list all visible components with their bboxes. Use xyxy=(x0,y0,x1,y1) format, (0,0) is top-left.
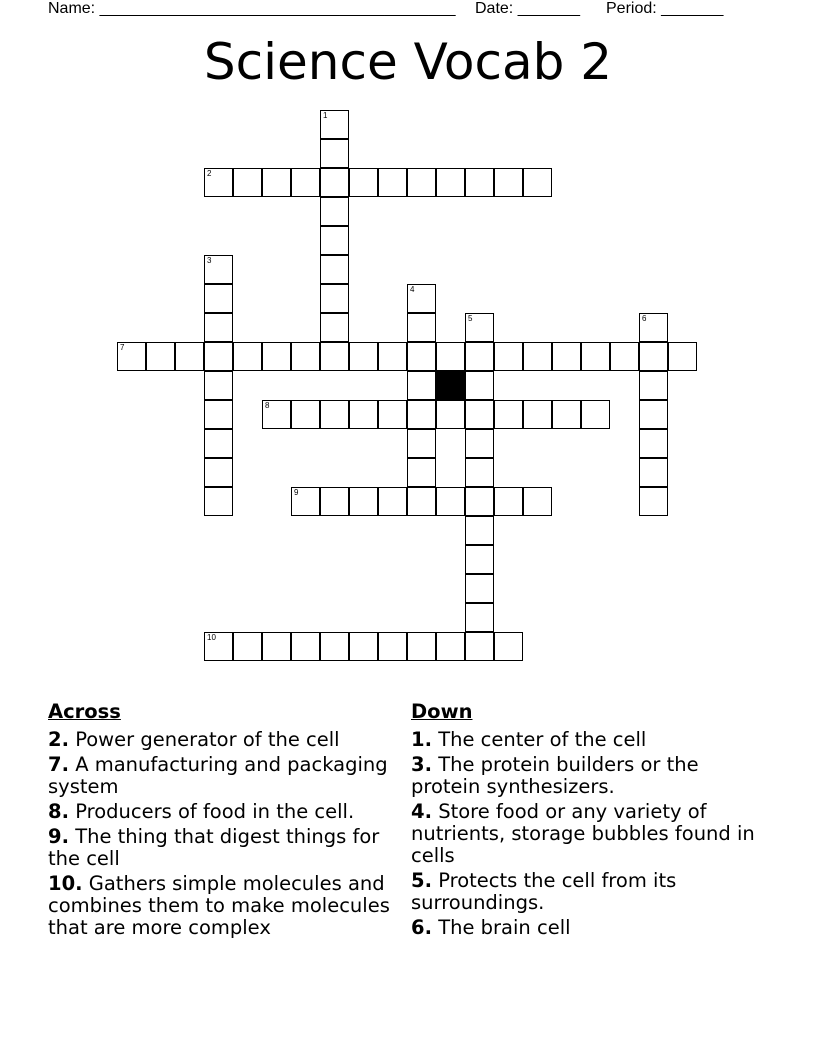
grid-cell[interactable] xyxy=(494,342,523,371)
clue-number-label: 8 xyxy=(265,401,270,410)
grid-cell[interactable] xyxy=(204,400,233,429)
across-clue xyxy=(48,873,403,939)
clue-number-label: 1 xyxy=(323,111,328,120)
grid-cell[interactable] xyxy=(639,371,668,400)
period-field: Period: _______ xyxy=(606,0,724,17)
grid-cell[interactable] xyxy=(146,342,175,371)
grid-cell[interactable] xyxy=(639,429,668,458)
grid-cell[interactable] xyxy=(523,342,552,371)
grid-cell[interactable] xyxy=(465,429,494,458)
grid-cell[interactable] xyxy=(639,458,668,487)
grid-cell[interactable] xyxy=(320,197,349,226)
clue-text: Producers of food in the cell. xyxy=(75,800,355,823)
grid-cell[interactable] xyxy=(233,632,262,661)
grid-cell[interactable] xyxy=(523,400,552,429)
grid-cell[interactable] xyxy=(407,632,436,661)
clue-number: 7. xyxy=(48,753,69,776)
clue-number-label: 3 xyxy=(207,256,212,265)
grid-cell[interactable] xyxy=(436,400,465,429)
grid-cell[interactable] xyxy=(407,400,436,429)
clue-number: 10. xyxy=(48,872,83,895)
grid-cell[interactable] xyxy=(407,313,436,342)
across-clue xyxy=(48,801,403,823)
grid-cell[interactable] xyxy=(204,284,233,313)
grid-cell[interactable] xyxy=(320,342,349,371)
clue-number: 5. xyxy=(411,869,432,892)
grid-cell[interactable] xyxy=(175,342,204,371)
grid-cell[interactable] xyxy=(523,168,552,197)
across-clue xyxy=(48,729,403,751)
grid-cell[interactable] xyxy=(204,371,233,400)
clue-number: 4. xyxy=(411,800,432,823)
clue-number: 3. xyxy=(411,753,432,776)
grid-cell[interactable] xyxy=(407,284,436,313)
across-clue xyxy=(48,754,403,798)
grid-cell[interactable] xyxy=(291,168,320,197)
down-clue xyxy=(411,801,761,867)
clue-text: A manufacturing and packaging system xyxy=(48,753,388,798)
clue-text: Gathers simple molecules and combines them to make molecules that are more complex xyxy=(48,872,390,939)
grid-cell[interactable] xyxy=(349,487,378,516)
grid-cell[interactable] xyxy=(407,487,436,516)
clue-number-label: 10 xyxy=(207,633,216,642)
down-clue xyxy=(411,754,761,798)
grid-cell[interactable] xyxy=(262,342,291,371)
grid-cell[interactable] xyxy=(262,168,291,197)
down-clue xyxy=(411,729,761,751)
grid-cell[interactable] xyxy=(262,400,291,429)
grid-cell[interactable] xyxy=(581,342,610,371)
grid-cell[interactable] xyxy=(378,487,407,516)
grid-cell[interactable] xyxy=(204,342,233,371)
grid-cell[interactable] xyxy=(204,632,233,661)
grid-cell[interactable] xyxy=(465,603,494,632)
clue-text: Protects the cell from its surroundings. xyxy=(411,869,677,914)
grid-cell[interactable] xyxy=(436,342,465,371)
clue-number: 9. xyxy=(48,825,69,848)
page-title: Science Vocab 2 xyxy=(203,33,613,91)
grid-cell[interactable] xyxy=(320,313,349,342)
clue-text: Store food or any variety of nutrients, storage bubbles found in cells xyxy=(411,800,755,867)
grid-cell[interactable] xyxy=(320,139,349,168)
grid-cell[interactable] xyxy=(465,400,494,429)
clue-text: Power generator of the cell xyxy=(75,728,340,751)
grid-cell[interactable] xyxy=(494,400,523,429)
grid-cell[interactable] xyxy=(204,313,233,342)
grid-cell[interactable] xyxy=(320,110,349,139)
clue-number-label: 4 xyxy=(410,285,415,294)
clue-number-label: 5 xyxy=(468,314,473,323)
clue-number-label: 6 xyxy=(642,314,647,323)
grid-cell[interactable] xyxy=(610,342,639,371)
grid-cell[interactable] xyxy=(378,632,407,661)
grid-block xyxy=(436,371,465,400)
grid-cell[interactable] xyxy=(465,342,494,371)
grid-cell[interactable] xyxy=(465,632,494,661)
grid-cell[interactable] xyxy=(291,400,320,429)
down-clue xyxy=(411,870,761,914)
grid-cell[interactable] xyxy=(552,342,581,371)
grid-cell[interactable] xyxy=(668,342,697,371)
grid-cell[interactable] xyxy=(320,632,349,661)
clue-number: 8. xyxy=(48,800,69,823)
clue-number-label: 2 xyxy=(207,169,212,178)
grid-cell[interactable] xyxy=(465,487,494,516)
across-clue xyxy=(48,826,403,870)
grid-cell[interactable] xyxy=(262,632,291,661)
date-field: Date: _______ xyxy=(475,0,580,17)
grid-cell[interactable] xyxy=(494,632,523,661)
grid-cell[interactable] xyxy=(349,400,378,429)
grid-cell[interactable] xyxy=(465,168,494,197)
grid-cell[interactable] xyxy=(291,342,320,371)
grid-cell[interactable] xyxy=(320,284,349,313)
grid-cell[interactable] xyxy=(465,313,494,342)
clue-number-label: 7 xyxy=(120,343,125,352)
grid-cell[interactable] xyxy=(436,487,465,516)
grid-cell[interactable] xyxy=(320,487,349,516)
clue-number: 2. xyxy=(48,728,69,751)
grid-cell[interactable] xyxy=(465,371,494,400)
grid-cell[interactable] xyxy=(581,400,610,429)
grid-cell[interactable] xyxy=(552,400,581,429)
grid-cell[interactable] xyxy=(639,400,668,429)
grid-cell[interactable] xyxy=(204,429,233,458)
grid-cell[interactable] xyxy=(639,342,668,371)
grid-cell[interactable] xyxy=(349,632,378,661)
down-clue xyxy=(411,917,761,939)
grid-cell[interactable] xyxy=(204,487,233,516)
grid-cell[interactable] xyxy=(320,226,349,255)
grid-cell[interactable] xyxy=(320,168,349,197)
grid-cell[interactable] xyxy=(204,168,233,197)
grid-cell[interactable] xyxy=(378,168,407,197)
grid-cell[interactable] xyxy=(407,342,436,371)
grid-cell[interactable] xyxy=(523,487,552,516)
clue-number: 1. xyxy=(411,728,432,751)
grid-cell[interactable] xyxy=(494,487,523,516)
across-clues xyxy=(48,701,403,942)
grid-cell[interactable] xyxy=(465,574,494,603)
name-field: Name: ________________________________________ xyxy=(48,0,456,17)
grid-cell[interactable] xyxy=(407,371,436,400)
clue-text: The center of the cell xyxy=(438,728,647,751)
grid-cell[interactable] xyxy=(378,400,407,429)
grid-cell[interactable] xyxy=(436,168,465,197)
grid-cell[interactable] xyxy=(407,168,436,197)
grid-cell[interactable] xyxy=(233,168,262,197)
grid-cell[interactable] xyxy=(465,458,494,487)
across-heading: Across xyxy=(48,700,121,723)
clue-number-label: 9 xyxy=(294,488,299,497)
clue-text: The thing that digest things for the cell xyxy=(48,825,380,870)
grid-cell[interactable] xyxy=(204,255,233,284)
grid-cell[interactable] xyxy=(639,313,668,342)
down-heading: Down xyxy=(411,700,473,723)
grid-cell[interactable] xyxy=(291,632,320,661)
grid-cell[interactable] xyxy=(436,632,465,661)
grid-cell[interactable] xyxy=(465,545,494,574)
grid-cell[interactable] xyxy=(117,342,146,371)
grid-cell[interactable] xyxy=(204,458,233,487)
clue-text: The brain cell xyxy=(438,916,571,939)
grid-cell[interactable] xyxy=(407,429,436,458)
grid-cell[interactable] xyxy=(494,168,523,197)
grid-cell[interactable] xyxy=(291,487,320,516)
grid-cell[interactable] xyxy=(233,342,262,371)
grid-cell[interactable] xyxy=(320,400,349,429)
grid-cell[interactable] xyxy=(349,342,378,371)
grid-cell[interactable] xyxy=(639,487,668,516)
grid-cell[interactable] xyxy=(465,516,494,545)
clue-text: The protein builders or the protein synthesizers. xyxy=(411,753,699,798)
grid-cell[interactable] xyxy=(407,458,436,487)
clue-number: 6. xyxy=(411,916,432,939)
grid-cell[interactable] xyxy=(349,168,378,197)
down-clues xyxy=(411,701,761,942)
grid-cell[interactable] xyxy=(378,342,407,371)
grid-cell[interactable] xyxy=(320,255,349,284)
